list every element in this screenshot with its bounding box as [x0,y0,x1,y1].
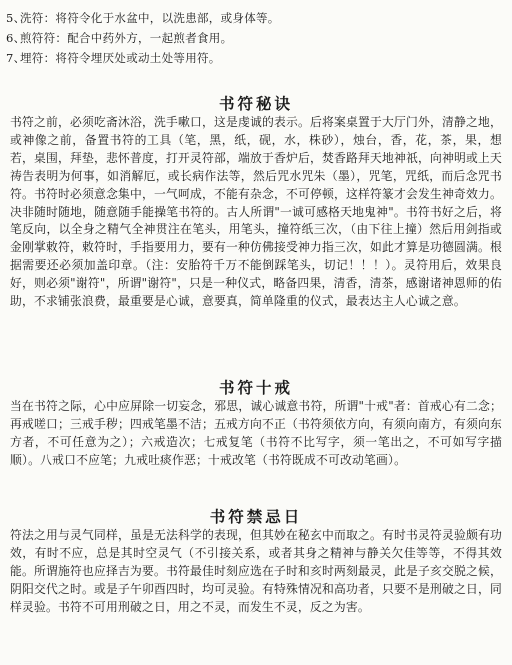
section-body-taboo-days: 符法之用与灵气同样，虽是无法科学的表现，但其妙在秘玄中而取之。有时书灵符灵验颇有功效，有时不应，总是其时空灵气（不引接关系，或者其身之精神与静关欠佳等等，不得其效能。所谓施符也应择吉为要。书符最佳时刻应选在子时和亥时两刻最灵，此是子亥交脱之候，阴阳交代之时。或是子午卯酉四时，均可灵验。有特殊情况和高功者，只要不是刑破之日，同样灵验。书符不可用刑破之日，用之不灵，而发生不灵，反之为害。 [10,528,502,614]
item-number: 5、 [6,11,26,25]
item-text: 洗符：将符令化于水盆中，以洗患部，或身体等。 [20,11,280,25]
section-heading-taboo-days: 书符禁忌日 [209,507,303,526]
item-number: 7、 [6,51,26,65]
item-text: 煎符符：配合中药外方，一起煎者食用。 [20,31,233,45]
item-text: 埋符：将符令埋厌处或动土处等用符。 [20,51,221,65]
list-item [6,48,506,68]
list-item [6,8,506,28]
section-body-secrets: 书符之前，必须吃斋沐浴，洗手嗽口，这是虔诚的表示。后将案桌置于大厅门外，清静之地，或神像之前，备置书符的工具（笔，黑，纸，砚，水，株砂），烛台，香，花，茶，果，想若，桌围，拜垫，悲怀普度，打开灵符部，端放于香炉后，焚香路拜天地神祇，向神明或上天祷告表明为何事，如消解厄，或长病作法等，然后咒水咒朱（墨），咒笔，咒纸，而后念咒书符。书符时必须意念集中，一气呵成，不能有杂念，不可停顿，这样符篆才会发生神奇效力。决非随时随地，随意随手能操笔书符的。古人所谓"一诚可感格天地鬼神"。书符书好之后，将笔反向，以全身之精气全神贯注在笔头，用笔头，撞符纸三次，（由下往上撞）然后用剑指或金刚掌敕符，敕符时，手指要用力，要有一种仿佛接受神力指三次，如此才算是功德圆满。根据需要还必须加盖印章。（注：安胎符千万不能倒踩笔头，切记！！！）。灵符用后，效果良好，则必须"谢符"，所谓"谢符"，只是一种仪式，略备四果，清香，清茶，感谢诸神恩师的佑助，不求铺张浪费，最重要是心诚，意要真，简单隆重的仪式，最表达主人心诚之意。 [10,115,502,309]
numbered-list [6,8,506,68]
item-number: 6、 [6,31,26,45]
section-heading-secrets: 书符秘诀 [218,94,293,113]
section-body-ten-precepts: 当在书符之际，心中应屏除一切妄念，邪思，诚心诚意书符，所谓"十戒"者：首戒心有二念；再戒嗟口；三戒手秽；四戒笔墨不洁；五戒方向不正（书符须依方向，有须向南方，有须向东方者，不可任意为之）；六戒造次；七戒复笔（书符不比写字，须一笔出之，不可如写字描顺）。八戒口不应笔；九戒吐痰作恶；十戒改笔（书符既成不可改动笔画）。 [10,399,502,467]
section-heading-ten-precepts: 书符十戒 [218,378,293,397]
list-item [6,28,506,48]
